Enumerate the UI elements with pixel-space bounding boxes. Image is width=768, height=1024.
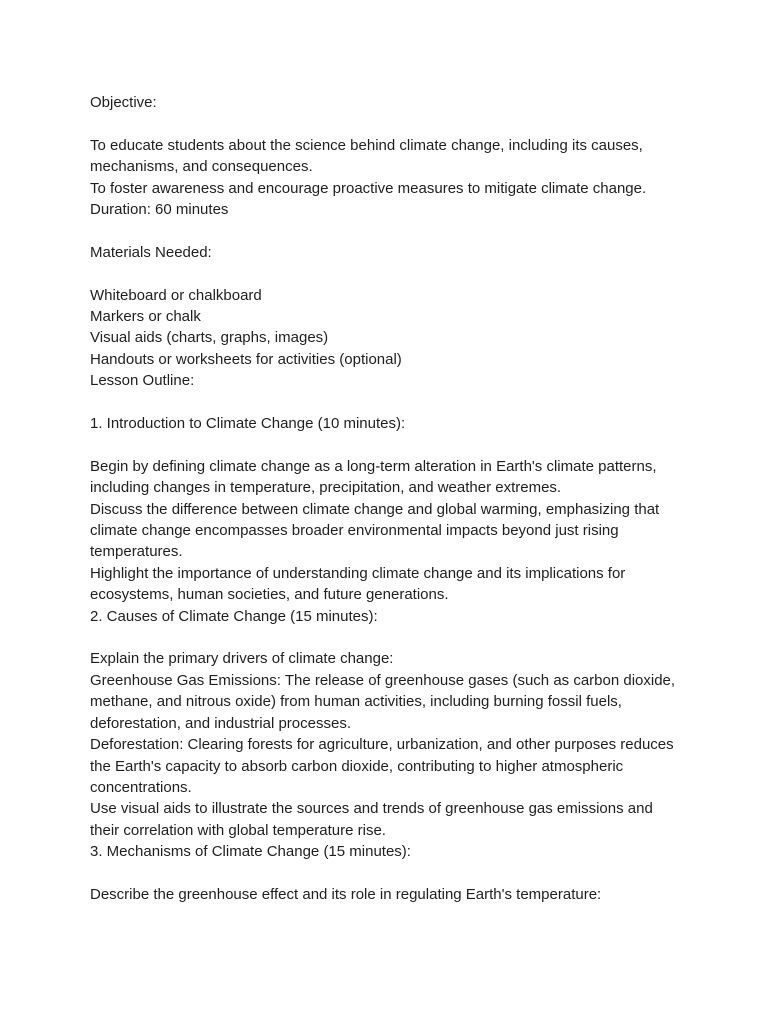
section-1-line: temperatures. xyxy=(90,543,183,561)
lesson-outline-heading: Lesson Outline: xyxy=(90,372,195,390)
materials-item: Whiteboard or chalkboard xyxy=(90,286,262,304)
materials-item: Markers or chalk xyxy=(90,308,201,326)
section-1-line: Discuss the difference between climate change and global warming, emphasizing that xyxy=(90,500,660,518)
section-1-heading: 1. Introduction to Climate Change (10 minutes): xyxy=(90,415,406,433)
section-1-line: Begin by defining climate change as a long-term alteration in Earth's climate patterns, xyxy=(90,457,657,475)
objective-line: mechanisms, and consequences. xyxy=(90,158,313,176)
blank-line xyxy=(90,113,690,134)
section-3-line: Describe the greenhouse effect and its role in regulating Earth's temperature: xyxy=(90,885,602,903)
section-2-line: concentrations. xyxy=(90,778,192,796)
objective-heading: Objective: xyxy=(90,94,157,111)
objective-line: To foster awareness and encourage proactive measures to mitigate climate change. xyxy=(90,179,647,197)
section-2-line: Use visual aids to illustrate the sources and trends of greenhouse gas emissions and xyxy=(90,800,653,818)
materials-heading: Materials Needed: xyxy=(90,243,212,261)
section-2-line: Deforestation: Clearing forests for agriculture, urbanization, and other purposes reduces xyxy=(90,736,674,754)
blank-line xyxy=(90,220,690,241)
section-2-line: their correlation with global temperature rise. xyxy=(90,821,386,839)
materials-item: Handouts or worksheets for activities (optional) xyxy=(90,350,402,368)
blank-line xyxy=(90,863,690,884)
section-1-line: climate change encompasses broader environmental impacts beyond just rising xyxy=(90,522,619,540)
blank-line xyxy=(90,263,690,284)
section-3-heading: 3. Mechanisms of Climate Change (15 minutes): xyxy=(90,843,411,861)
duration-line: Duration: 60 minutes xyxy=(90,201,229,219)
section-2-line: the Earth's capacity to absorb carbon dioxide, contributing to higher atmospheric xyxy=(90,757,624,775)
section-1-line: including changes in temperature, precipitation, and weather extremes. xyxy=(90,479,562,497)
blank-line xyxy=(90,627,690,648)
section-1-line: ecosystems, human societies, and future generations. xyxy=(90,586,449,604)
section-2-heading: 2. Causes of Climate Change (15 minutes): xyxy=(90,607,378,625)
materials-item: Visual aids (charts, graphs, images) xyxy=(90,329,329,347)
section-1-line: Highlight the importance of understanding climate change and its implications for xyxy=(90,564,626,582)
section-2-line: Greenhouse Gas Emissions: The release of greenhouse gases (such as carbon dioxide, xyxy=(90,671,676,689)
section-2-line: Explain the primary drivers of climate change: xyxy=(90,650,394,668)
section-2-line: methane, and nitrous oxide) from human activities, including burning fossil fuels, xyxy=(90,693,622,711)
document-body xyxy=(90,92,690,905)
section-2-line: deforestation, and industrial processes. xyxy=(90,714,351,732)
blank-line xyxy=(90,434,690,455)
objective-line: To educate students about the science behind climate change, including its causes, xyxy=(90,136,643,154)
blank-line xyxy=(90,392,690,413)
